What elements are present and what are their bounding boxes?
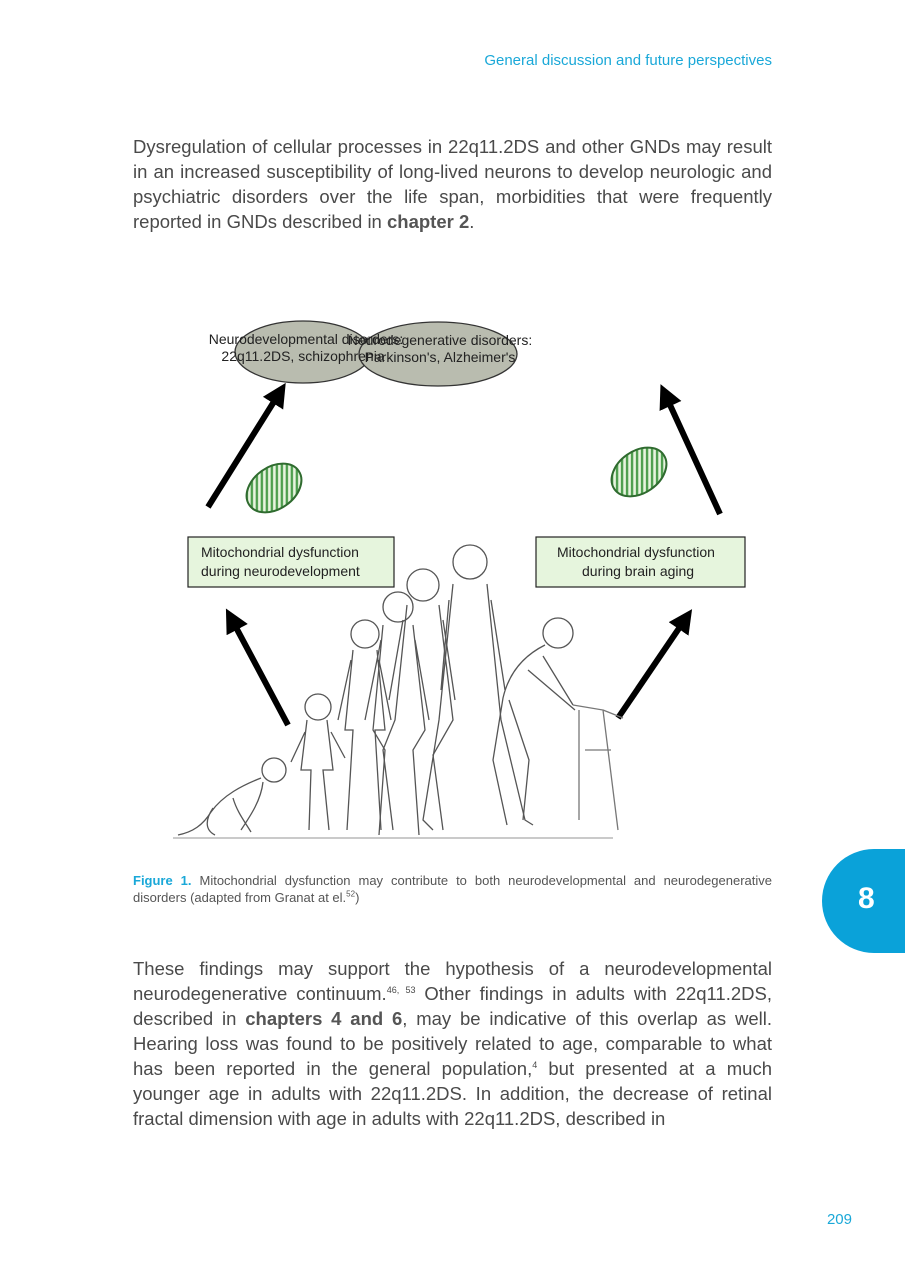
toddler (291, 694, 345, 830)
box-left-line2: during neurodevelopment (201, 563, 360, 579)
arrow-to-neurodegenerative (665, 394, 720, 514)
ellipse-left-line1: Neurodevelopmental disorders: (208, 331, 404, 347)
lifespan-illustration (173, 545, 623, 838)
paragraph-intro (133, 134, 772, 234)
page-number: 209 (826, 1211, 852, 1228)
figure-caption (133, 872, 772, 906)
paragraph-continuum (133, 956, 772, 1131)
paragraph-text: . (469, 211, 475, 232)
adult-man (423, 545, 533, 830)
figure-mitochondrial-dysfunction (133, 300, 772, 855)
ellipse-left-line2: 22q11.2DS, schizophrenia (221, 348, 385, 364)
running-header: General discussion and future perspectives (484, 52, 772, 69)
paragraph-text: , may be indicative of this overlap as well. Hearing loss was found to be positively related to age, comparable to what has been reported in the general population, (133, 1008, 772, 1079)
citation: 46, 53 (386, 984, 416, 995)
caption-text: Mitochondrial dysfunction may contribute to both neurodevelopmental and neurodegenerative disorders (adapted from Granat at el. (133, 873, 772, 905)
chapter-reference: chapters 4 and 6 (245, 1008, 403, 1029)
figure-diagram (133, 300, 772, 855)
figure-label: Figure 1. (133, 873, 192, 888)
teenager (383, 569, 455, 830)
paragraph-text: Dysregulation of cellular processes in 22q11.2DS and other GNDs may result in an increased susceptibility of long-lived neurons to develop neurologic and psychiatric disorders over the life span, morbidities that were frequently reported in GNDs described in (133, 136, 772, 232)
caption-reference: 52 (346, 889, 356, 899)
ellipse-right-line1: Neurodegenerative disorders: (347, 332, 533, 348)
mitochondrion-icon (237, 454, 310, 523)
box-right-line1: Mitochondrial dysfunction (557, 544, 715, 560)
chapter-reference: chapter 2 (386, 211, 470, 232)
crawling-baby (178, 758, 286, 835)
pre-teen (365, 592, 429, 835)
chapter-number: 8 (858, 882, 875, 915)
paragraph-text: These findings may support the hypothesis of a neurodevelopmental neurodegenerative continuum. (133, 958, 772, 1004)
arrow-to-box-neurodevelopment (231, 618, 288, 725)
paragraph-text: but presented at a much younger age in adults with 22q11.2DS. In addition, the decrease of retinal fractal dimension with age in adults with 22q11.2DS, described in (133, 1058, 772, 1129)
elderly-man-with-walker (493, 618, 623, 830)
paragraph-text: Other findings in adults with 22q11.2DS, described in (133, 983, 772, 1029)
ellipse-right-line2: Parkinson's, Alzheimer's (364, 349, 516, 365)
box-right-line2: during brain aging (582, 563, 695, 579)
caption-close: ) (355, 890, 360, 905)
box-left-line1: Mitochondrial dysfunction (201, 544, 359, 560)
arrow-to-box-brain-aging (618, 618, 686, 718)
child (338, 620, 391, 830)
mitochondrion-icon (602, 438, 675, 507)
chapter-tab (822, 849, 905, 953)
citation: 4 (532, 1059, 538, 1070)
